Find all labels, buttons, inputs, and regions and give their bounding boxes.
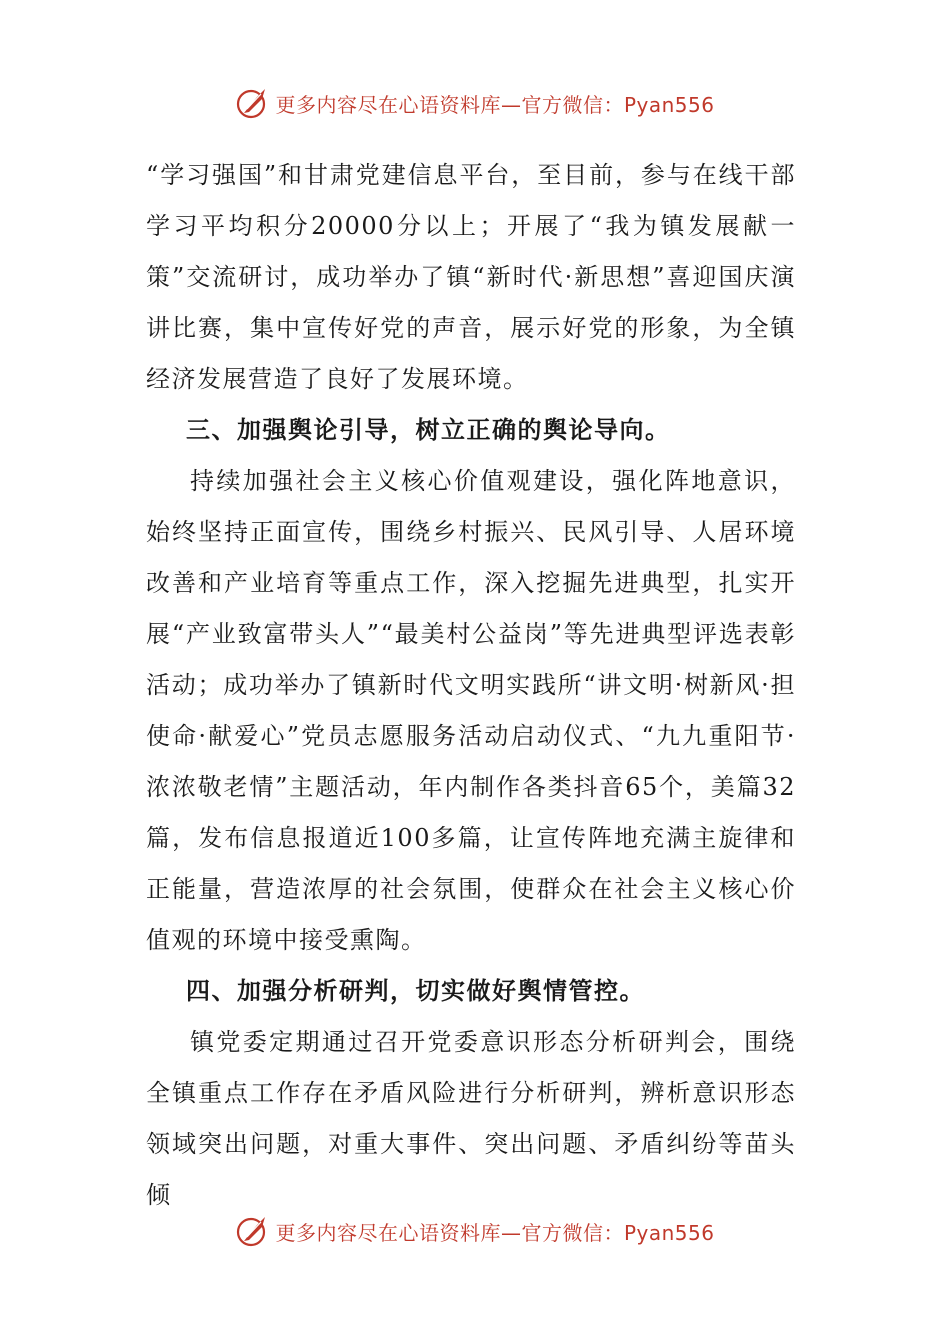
paragraph: “学习强国”和甘肃党建信息平台，至目前，参与在线干部学习平均积分20000分以上；开展了“我为镇发展献一策”交流研讨，成功举办了镇“新时代·新思想”喜迎国庆演讲比赛，集中宣传好党的声音，展示好党的形象，为全镇经济发展营造了良好了发展环境。 bbox=[146, 161, 796, 393]
footer-watermark-banner bbox=[0, 1211, 950, 1251]
quill-logo-icon bbox=[235, 1213, 271, 1249]
watermark-text: 更多内容尽在心语资料库—官方微信：Pyan556 bbox=[275, 1220, 715, 1245]
section-heading: 四、加强分析研判，切实做好舆情管控。 bbox=[186, 977, 645, 1005]
header-watermark-banner bbox=[0, 83, 950, 123]
paragraph: 持续加强社会主义核心价值观建设，强化阵地意识，始终坚持正面宣传，围绕乡村振兴、民风引导、人居环境改善和产业培育等重点工作，深入挖掘先进典型，扎实开展“产业致富带头人”“最美村公益岗”等先进典型评选表彰活动；成功举办了镇新时代文明实践所“讲文明·树新风·担使命·献爱心”党员志愿服务活动启动仪式、“九九重阳节·浓浓敬老情”主题活动，年内制作各类抖音65个，美篇32篇，发布信息报道近100多篇，让宣传阵地充满主旋律和正能量，营造浓厚的社会氛围，使群众在社会主义核心价值观的环境中接受熏陶。 bbox=[146, 467, 796, 954]
document-body bbox=[146, 150, 796, 1221]
paragraph: 镇党委定期通过召开党委意识形态分析研判会，围绕全镇重点工作存在矛盾风险进行分析研判，辨析意识形态领域突出问题，对重大事件、突出问题、矛盾纠纷等苗头倾 bbox=[146, 1028, 796, 1209]
section-heading: 三、加强舆论引导，树立正确的舆论导向。 bbox=[186, 416, 671, 444]
watermark-text: 更多内容尽在心语资料库—官方微信：Pyan556 bbox=[275, 92, 715, 117]
quill-logo-icon bbox=[235, 85, 271, 121]
